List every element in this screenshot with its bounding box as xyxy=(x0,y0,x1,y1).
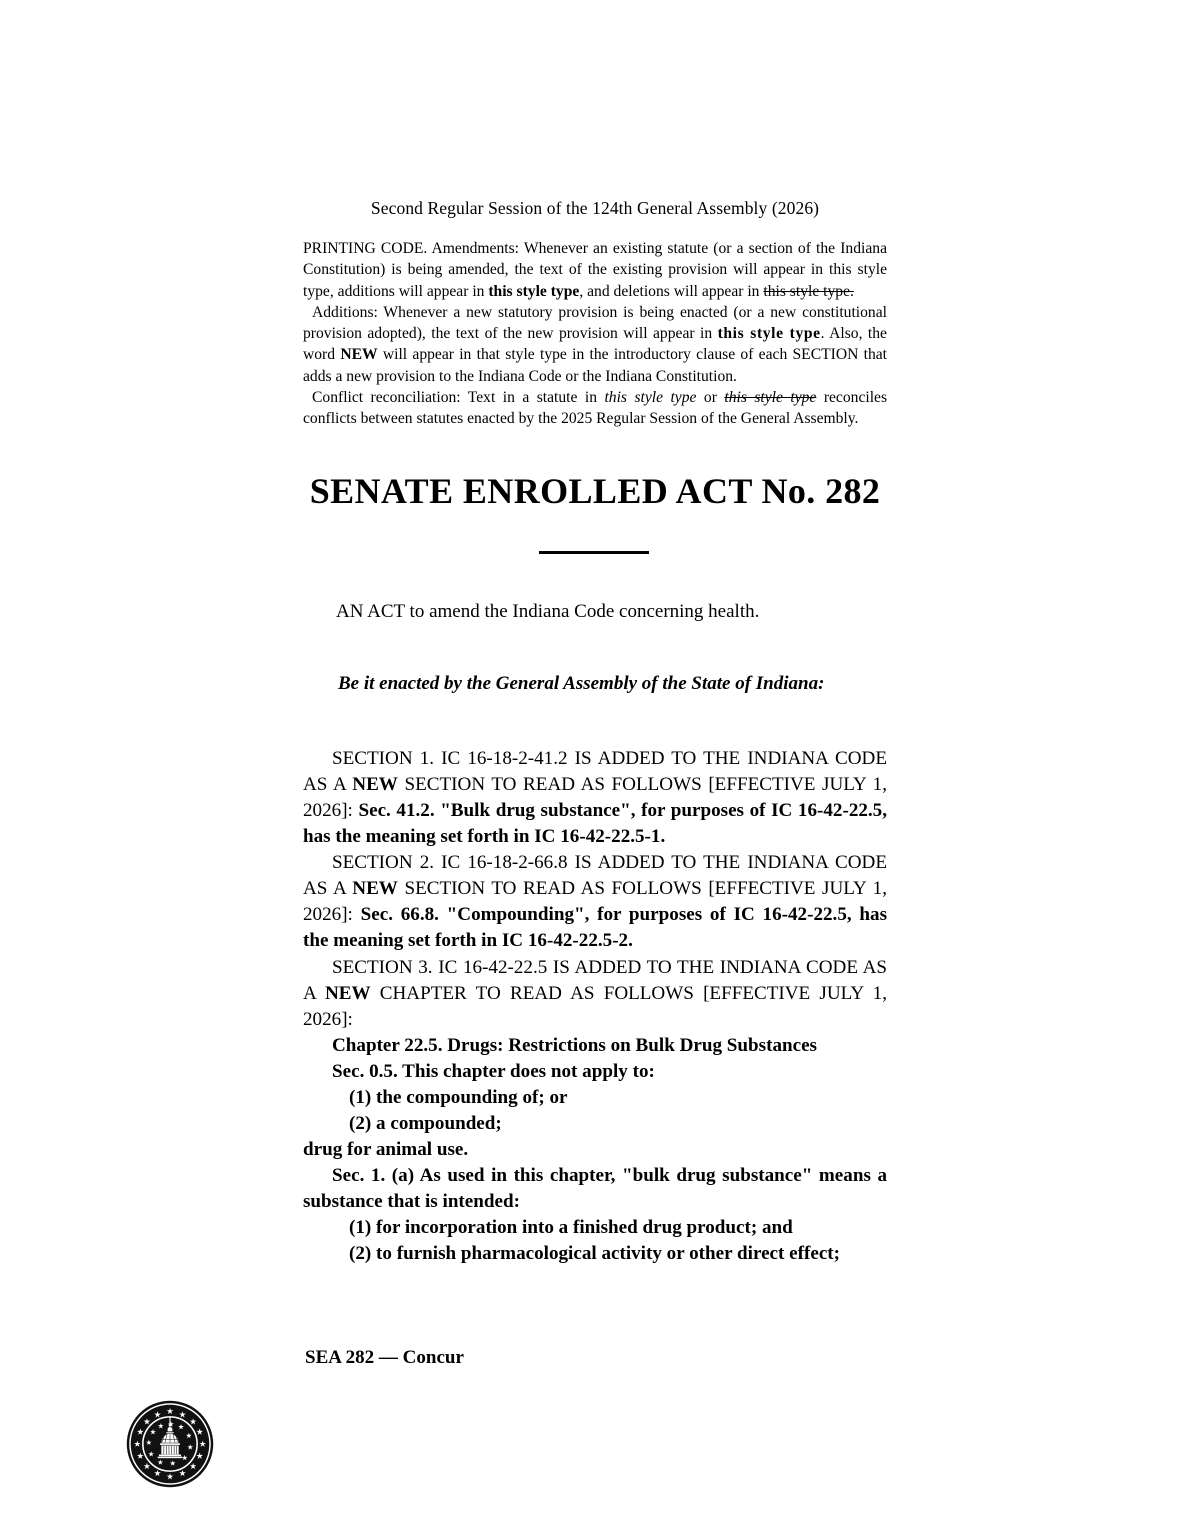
act-body xyxy=(303,746,887,1267)
title-divider-rule xyxy=(539,551,649,554)
sec-0-5-item-1: (1) the compounding of; or xyxy=(349,1086,568,1108)
amendments-text-b: , and deletions will appear in xyxy=(579,282,764,300)
section-3-new-keyword: NEW xyxy=(324,982,371,1004)
additions-bold-sample: this style type xyxy=(717,325,821,343)
additions-text-a: Additions: Whenever a new statutory provision is being enacted (or a new constitutional provision adopted), the text of the new provision will appear in xyxy=(303,303,887,343)
additions-text-b: . Also, the word xyxy=(303,325,887,364)
page-title: SENATE ENROLLED ACT No. 282 xyxy=(309,471,881,511)
section-3-text-a: SECTION 3. IC 16-42-22.5 IS ADDED TO THE INDIANA CODE AS A xyxy=(303,956,887,1004)
session-line: Second Regular Session of the 124th General Assembly (2026) xyxy=(370,198,820,218)
amendments-strike-sample: this style type. xyxy=(763,282,854,300)
sec-1-item-1: (1) for incorporation into a finished drug product; and xyxy=(349,1217,793,1239)
chapter-heading: Chapter 22.5. Drugs: Restrictions on Bulk Drug Substances xyxy=(332,1034,817,1056)
conflict-italic-sample: this style type xyxy=(604,388,697,406)
section-1-new-keyword: NEW xyxy=(352,774,398,796)
amendments-bold-sample: this style type xyxy=(488,282,580,300)
additions-text-c: will appear in that style type in the introductory clause of each SECTION that adds a new provision to the Indiana Code or the Indiana Constitution. xyxy=(303,346,887,385)
section-2-text-a: SECTION 2. IC 16-18-2-66.8 IS ADDED TO THE INDIANA CODE AS A xyxy=(303,852,887,900)
printing-code-block xyxy=(303,238,887,430)
printing-code-conflict xyxy=(303,387,887,430)
conflict-text-b: or xyxy=(696,388,725,406)
conflict-text-a: Conflict reconciliation: Text in a statute in xyxy=(312,388,605,406)
sec-0-5-tail: drug for animal use. xyxy=(303,1138,469,1160)
section-3-text-b: CHAPTER TO READ AS FOLLOWS [EFFECTIVE JULY 1, 2026]: xyxy=(303,982,887,1030)
section-2-enacted-text: Sec. 66.8. "Compounding", for purposes of IC 16-42-22.5, has the meaning set forth in IC 16-42-22.5-2. xyxy=(303,904,888,952)
section-3-paragraph xyxy=(303,955,887,1033)
section-2-new-keyword: NEW xyxy=(352,878,398,900)
printing-code-amendments xyxy=(303,238,887,302)
indiana-seal-icon xyxy=(124,1398,216,1490)
section-2-text-b: SECTION TO READ AS FOLLOWS [EFFECTIVE JULY 1, 2026]: xyxy=(303,878,887,926)
sec-1-intro: Sec. 1. (a) As used in this chapter, "bulk drug substance" means a substance that is intended: xyxy=(303,1165,887,1213)
conflict-italic-strike-sample: this style type xyxy=(724,388,817,406)
section-1-paragraph xyxy=(303,746,887,850)
printing-code-additions xyxy=(303,302,887,387)
conflict-text-c: reconciles conflicts between statutes enacted by the 2025 Regular Session of the General Assembly. xyxy=(303,388,888,428)
additions-new-keyword: NEW xyxy=(340,346,378,364)
amendments-text-a: PRINTING CODE. Amendments: Whenever an existing statute (or a section of the Indiana Constitution) is being amended, the text of the existing provision will appear in this style type, additions will appear in xyxy=(303,240,887,300)
section-1-text-a: SECTION 1. IC 16-18-2-41.2 IS ADDED TO THE INDIANA CODE AS A xyxy=(303,748,887,796)
section-2-paragraph xyxy=(303,850,887,954)
sec-0-5-intro: Sec. 0.5. This chapter does not apply to: xyxy=(332,1060,655,1082)
enacting-clause: Be it enacted by the General Assembly of the State of Indiana: xyxy=(338,673,825,694)
sec-0-5-item-2: (2) a compounded; xyxy=(349,1112,502,1134)
section-1-text-b: SECTION TO READ AS FOLLOWS [EFFECTIVE JULY 1, 2026]: xyxy=(303,774,887,822)
sec-1-item-2: (2) to furnish pharmacological activity or other direct effect; xyxy=(349,1243,841,1265)
act-statement: AN ACT to amend the Indiana Code concerning health. xyxy=(336,601,760,622)
footer-bill-label: SEA 282 — Concur xyxy=(305,1347,464,1368)
section-1-enacted-text: Sec. 41.2. "Bulk drug substance", for purposes of IC 16-42-22.5, has the meaning set forth in IC 16-42-22.5-1. xyxy=(303,800,888,848)
